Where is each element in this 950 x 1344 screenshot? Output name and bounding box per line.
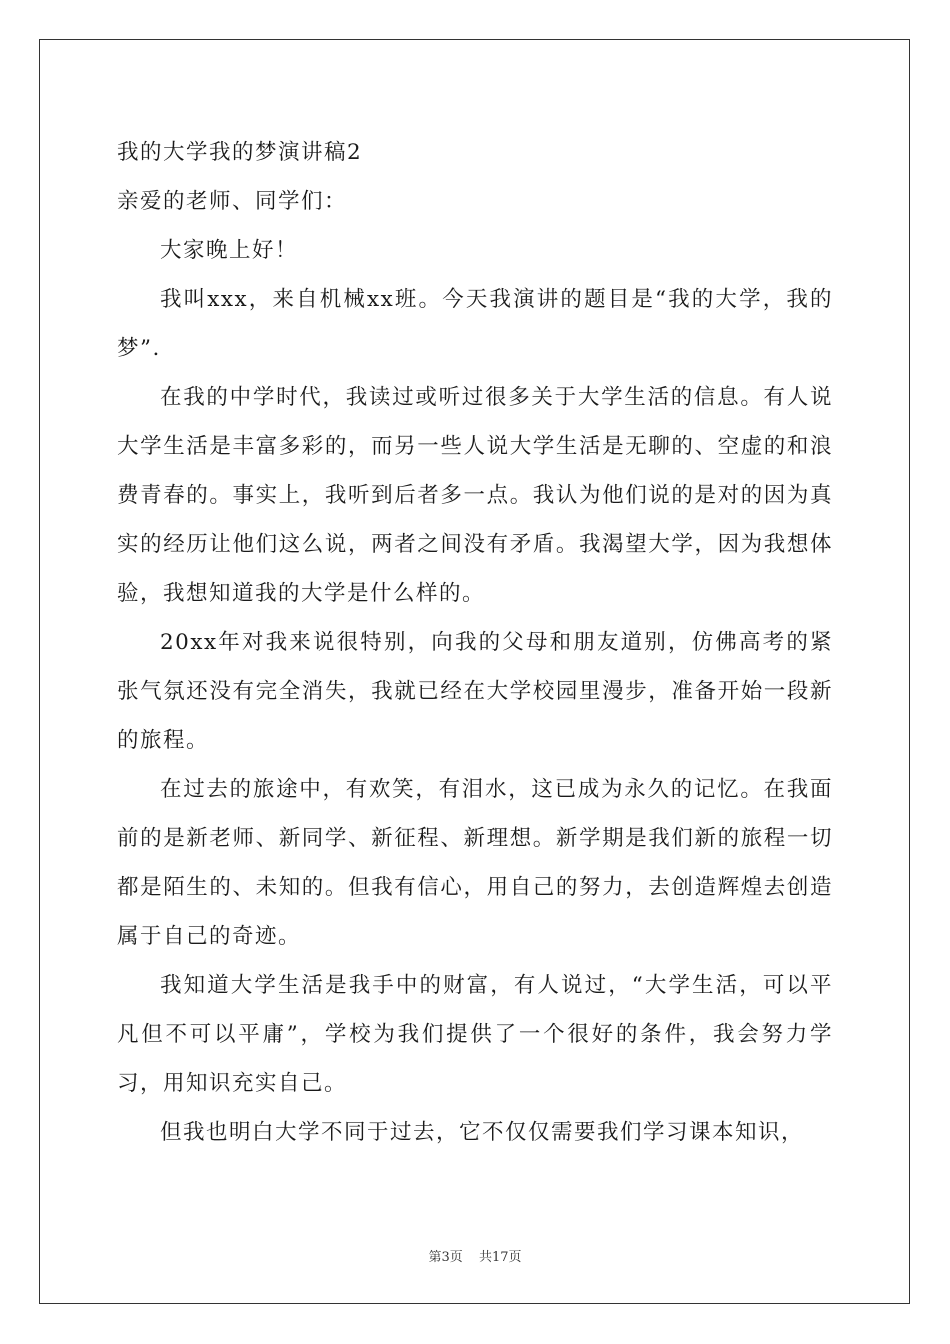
page-footer [0, 1246, 950, 1265]
paragraph-2: 在我的中学时代，我读过或听过很多关于大学生活的信息。有人说大学生活是丰富多彩的，而另一些人说大学生活是无聊的、空虚的和浪费青春的。事实上，我听到后者多一点。我认为他们说的是对的因为真实的经历让他们这么说，两者之间没有矛盾。我渴望大学，因为我想体验，我想知道我的大学是什么样的。 [117, 385, 833, 606]
greeting: 大家晚上好！ [160, 238, 299, 263]
paragraph-1: 我叫xxx，来自机械xx班。今天我演讲的题目是“我的大学，我的梦”. [117, 287, 833, 361]
document-title: 我的大学我的梦演讲稿2 [117, 140, 363, 165]
page-total: 共17页 [478, 1250, 522, 1265]
paragraph-4: 在过去的旅途中，有欢笑，有泪水，这已成为永久的记忆。在我面前的是新老师、新同学、新征程、新理想。新学期是我们新的旅程一切都是陌生的、未知的。但我有信心，用自己的努力，去创造辉煌去创造属于自己的奇迹。 [117, 777, 833, 949]
paragraph-3: 20xx年对我来说很特别，向我的父母和朋友道别，仿佛高考的紧张气氛还没有完全消失，我就已经在大学校园里漫步，准备开始一段新的旅程。 [117, 630, 833, 753]
paragraph-5: 我知道大学生活是我手中的财富，有人说过，“大学生活，可以平凡但不可以平庸”，学校为我们提供了一个很好的条件，我会努力学习，用知识充实自己。 [117, 973, 833, 1096]
paragraph-6: 但我也明白大学不同于过去，它不仅仅需要我们学习课本知识， [160, 1120, 805, 1145]
salutation: 亲爱的老师、同学们： [117, 189, 348, 214]
document-body [117, 128, 833, 1157]
page-number: 第3页 [428, 1250, 463, 1265]
